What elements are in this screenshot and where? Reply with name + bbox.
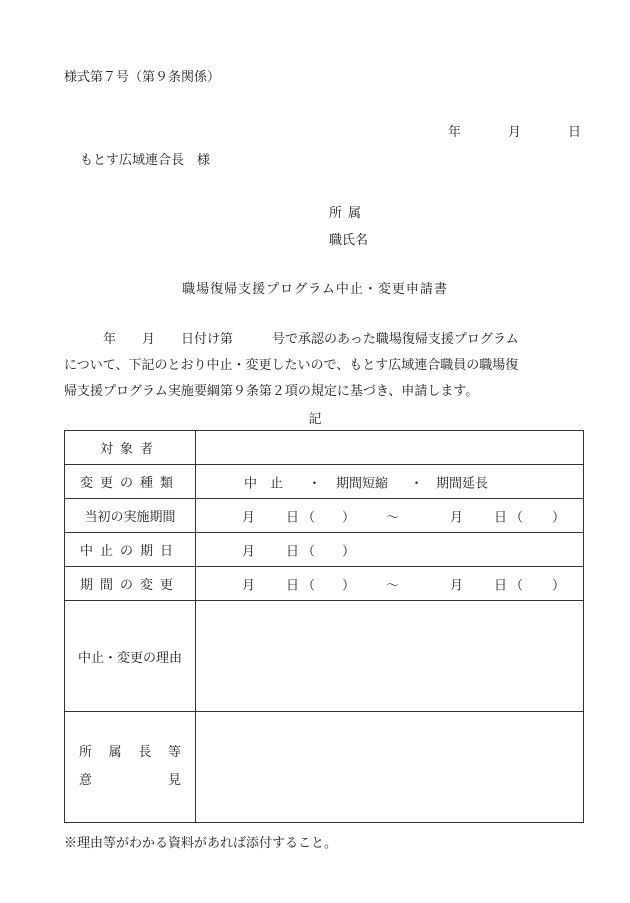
pc-paren-open: （ (302, 578, 316, 593)
label-reason: 中止・変更の理由 (65, 601, 196, 712)
label-stop-date: 中止の期日 (65, 533, 196, 567)
ki-heading: 記 (308, 412, 322, 427)
pc-paren-close: ） (342, 578, 356, 593)
op-month: 月 (242, 510, 256, 525)
option-stop[interactable]: 中 止 (244, 476, 284, 491)
co-1d: 等 (167, 745, 181, 760)
body-line-3: 帰支援プログラム実施要綱第９条第２項の規定に基づき、申請します。 (64, 384, 479, 399)
op-month-2: 月 (450, 510, 464, 525)
pc-month-2: 月 (450, 578, 464, 593)
op-paren-close-2: ） (552, 510, 566, 525)
label-subject: 対象者 (65, 431, 196, 465)
pc-tilde: ～ (386, 578, 400, 593)
co-1a: 所 (79, 745, 93, 760)
op-paren-open: （ (302, 510, 316, 525)
op-tilde: ～ (386, 510, 400, 525)
option-dot-2: ・ (410, 476, 424, 491)
affiliation-label: 所属 (329, 206, 368, 221)
co-1c: 長 (138, 745, 152, 760)
co-1b: 属 (108, 745, 122, 760)
pc-day-2: 日 (494, 578, 508, 593)
op-day-2: 日 (494, 510, 508, 525)
change-type-options[interactable] (196, 465, 584, 499)
input-subject[interactable] (196, 431, 584, 465)
name-label: 職氏名 (329, 233, 369, 248)
sd-paren-open: （ (302, 544, 316, 559)
label-original-period: 当初の実施期間 (65, 499, 196, 533)
pc-paren-open-2: （ (510, 578, 524, 593)
stop-date-field[interactable] (196, 533, 584, 567)
date-year: 年 (448, 125, 462, 140)
op-paren-open-2: （ (510, 510, 524, 525)
date-day: 日 (568, 125, 582, 140)
document-title: 職場復帰支援プログラム中止・変更申請書 (182, 282, 448, 297)
option-dot-1: ・ (308, 476, 322, 491)
body-line-1: 年 月 日付け第 号で承認のあった職場復帰支援プログラム (64, 332, 519, 347)
op-paren-close: ） (342, 510, 356, 525)
pc-month: 月 (242, 578, 256, 593)
date-month: 月 (508, 125, 522, 140)
label-period-change: 期間の変更 (65, 567, 196, 601)
addressee: もとす広域連合長 様 (80, 153, 211, 168)
original-period-field[interactable] (196, 499, 584, 533)
form-number: 様式第７号（第９条関係） (64, 70, 221, 85)
option-shorten[interactable]: 期間短縮 (336, 476, 389, 491)
co-2a: 意 (79, 773, 93, 788)
body-paragraph (64, 327, 584, 405)
sd-day: 日 (286, 544, 300, 559)
label-chief-opinion (65, 712, 196, 823)
attachment-note: ※理由等がわかる資料があれば添付すること。 (64, 836, 338, 851)
label-change-type: 変更の種類 (65, 465, 196, 499)
reason-field[interactable] (196, 601, 584, 712)
date-line (420, 121, 580, 139)
sd-month: 月 (242, 544, 256, 559)
chief-opinion-field[interactable] (196, 712, 584, 823)
co-2b: 見 (167, 773, 181, 788)
pc-paren-close-2: ） (552, 578, 566, 593)
sd-paren-close: ） (342, 544, 356, 559)
application-table (64, 430, 584, 823)
op-day: 日 (286, 510, 300, 525)
body-line-2: について、下記のとおり中止・変更したいので、もとす広域連合職員の職場復 (64, 358, 519, 373)
pc-day: 日 (286, 578, 300, 593)
option-extend[interactable]: 期間延長 (436, 476, 489, 491)
period-change-field[interactable] (196, 567, 584, 601)
